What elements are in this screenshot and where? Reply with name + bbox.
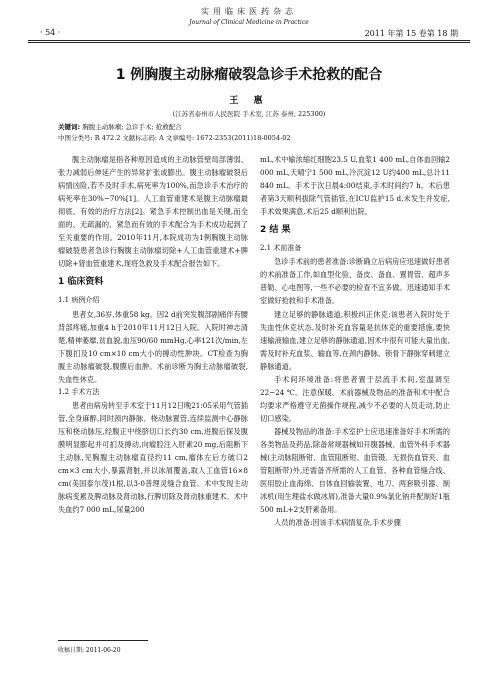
journal-title-cn: 实用临床医药杂志 [201,7,297,16]
section-heading: 1 临床资料 [58,277,104,288]
issue-info: 2011 年第 15 卷第 18 期 [364,29,458,38]
header-rule [28,40,470,41]
prep-paragraph: 手术间环境准备:将患者置于层流手术间,室温调至22~24 ℃。注意保暖。术前器械及物品的准备和术中配合均要求严格遵守无菌操作规程,减少不必要的人员走动,防止切口感染。 [260,374,450,423]
header-rule-secondary [28,42,470,43]
prep-paragraph: 人员的准备:因该手术病情复杂,手术步骤 [274,518,401,528]
journal-title-en: Journal of Clinical Medicine in Practice [189,19,309,26]
section-heading: 2 结 果 [260,225,291,236]
left-column [58,153,248,516]
author-affiliation: (江苏省泰州市人民医院 手术室, 江苏 泰州, 225300) [172,110,326,118]
method-paragraph: 患者由病房转至手术室于11月12日晚21:05采用气管插管,全身麻醉,同时颈内静脉、桡动脉置管,连续监测中心静脉压和桡动脉压,经腹正中绕脐切口长约30 cm,进腹后探及腹膜明显膨起并可扪及搏动,向瘤腔注入肝素20 mg,后阻断下主动脉,见胸腹主动脉瘤直径约11 cm,瘤体左后方破口2 cm×3 cm大小,暴露肾脏,并以冰屑覆盖,取人工血管16×8 cm(美国泰尔茂)1根,以3-0普理灵缝合血管。术中发现主动脉病变累及脾动脉及肾动脉,行脾切除及肾动脉重建术。术中失血约7 000 mL,尿量200 [58,400,248,515]
continuation-paragraph: mL,术中输浓缩红细胞23.5 U,血浆1 400 mL,自体血回输2 000 mL,天晴宁1 500 mL,冷沉淀12 U约400 mL,总计11 840 mL。手术于次日晨4:00结束,手术时间约7 h。术后患者第3天顺利拔除气管插管,在ICU监护15 d,未发生并发症,手术效果满意,术后25 d顺利出院。 [260,155,450,217]
intro-paragraph: 腹主动脉瘤是指各种原因造成的主动脉管壁局部薄弱、张力减弱后伸延产生的异常扩张或膨出。腹主动脉瘤破裂后病情凶险,若不及时手术,病死率为100%,而急诊手术治疗的病死率在30%~70%[1]。人工血管重建术是腹主动脉瘤最彻底、有效的治疗方法[2]。紧急手术控制出血是关键,而全面的、无疏漏的、紧急而有效的手术配合为手术成功起到了至关重要的作用。2010年11月,本院成功为1例胸腹主动脉瘤破裂患者急诊行胸腹主动脉瘤切除+人工血管重建术+脾切除+肾血管重建术,现将急救及手术配合报告如下。 [58,155,248,269]
subsection-heading: 1.1 病例介绍 [58,296,100,305]
subsection-heading: 1.2 手术方法 [58,387,100,396]
keywords-line [58,122,182,131]
footnote-rule [58,640,148,641]
case-paragraph: 患者女,36岁,体重58 kg。因2 d前突发腹部剧痛伴有腰背部疼痛,加重4 h于2010年11月12日入院。入院时神志清楚,精神萎靡,贫血貌,血压90/60 mmHg,心率121次/min,左下腹扪及10 cm×10 cm大小的搏动性肿块。CT检查为胸腹主动脉瘤破裂,腹膜后血肿。术前诊断为胸主动脉瘤破裂,失血性休克。 [58,309,248,384]
keywords: 胸腹主动脉瘤; 急诊手术; 抢救配合 [82,123,182,131]
prep-paragraph: 器械及物品的准备:手术室护士应迅速准备好手术所需的各类物品及药品,除备常规器械如开腹器械、血管外科手术器械(主动脉阻断钳、血管阻断钳、血管镊、无损伤血管夹、血管阻断带)外,还需备齐所需的人工血管、各种血管缝合线、医用胶止血海绵、自体血回输装置、电刀、两套吸引器、制冰机(用生理盐水做冰屑),准备大量0.9%氯化钠并配制好1瓶500 mL+2支肝素备用。 [260,426,450,515]
prep-paragraph: 建立足够的静脉通道,积极纠正休克:该患者入院时处于失血性休克状态,及时补充血容量是抗休克的重要措施,要快速输液输血,建立足够的静脉通道,因术中很有可能大量出血,需及时补充血浆、输血等,在颈内静脉、锁骨下静脉穿刺建立静脉通道。 [260,309,450,371]
classification-line: 中图分类号: R 472.2 文献标志码: A 文章编号: 1672-2353(2011)18-0054-02 [58,134,291,142]
received-date: 收稿日期: 2011-06-20 [58,647,121,654]
right-column [260,153,450,529]
article-author: 王 惠 [229,96,269,106]
subsection-heading: 2.1 术前准备 [260,244,302,253]
article-title: 1 例胸腹主动脉瘤破裂急诊手术抢救的配合 [115,67,383,83]
keywords-label: 关键词: [58,123,81,131]
prep-paragraph: 急诊手术前的患者准备:诊断确立后病房应迅速做好患者的术前准备工作,如血型化验、备皮、备血、置胃管、超声多普勒、心电图等,一些不必要的检查不宜多做。迅速通知手术室做好抢救和手术准备。 [260,257,450,306]
page-number: · 54 · [40,28,61,37]
